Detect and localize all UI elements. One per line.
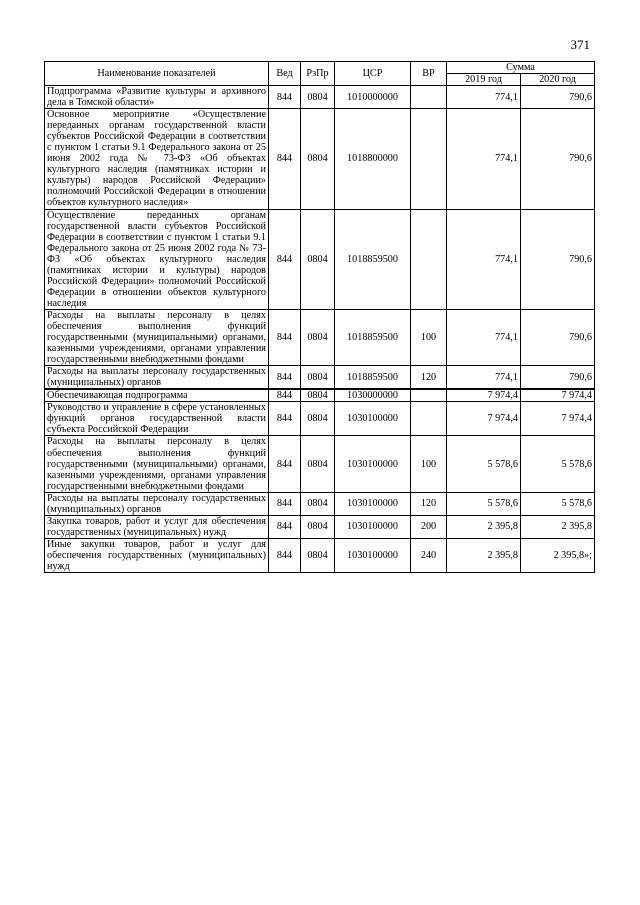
- table-row: [45, 402, 595, 436]
- row-ved: 844: [269, 492, 301, 515]
- row-rzpr: 0804: [301, 402, 335, 436]
- row-rzpr: 0804: [301, 538, 335, 572]
- row-sum-2020: 7 974,4: [521, 402, 595, 436]
- row-sum-2019: 2 395,8: [447, 515, 521, 538]
- row-ved: 844: [269, 515, 301, 538]
- row-csr: 1018859500: [335, 209, 411, 309]
- header-ved: Вед: [269, 62, 301, 86]
- row-rzpr: 0804: [301, 86, 335, 109]
- row-vr: 100: [411, 436, 447, 492]
- row-sum-2020: 5 578,6: [521, 436, 595, 492]
- row-vr: [411, 86, 447, 109]
- header-vr: ВР: [411, 62, 447, 86]
- table-row: [45, 389, 595, 402]
- row-vr: [411, 209, 447, 309]
- table-row: [45, 492, 595, 515]
- row-sum-2020: 5 578,6: [521, 492, 595, 515]
- row-rzpr: 0804: [301, 309, 335, 365]
- row-vr: 120: [411, 492, 447, 515]
- row-sum-2020: 790,6: [521, 366, 595, 390]
- row-sum-2020: 2 395,8»;: [521, 538, 595, 572]
- table-row: [45, 209, 595, 309]
- row-ved: 844: [269, 402, 301, 436]
- row-rzpr: 0804: [301, 366, 335, 390]
- row-sum-2019: 7 974,4: [447, 402, 521, 436]
- row-csr: 1018859500: [335, 366, 411, 390]
- row-rzpr: 0804: [301, 389, 335, 402]
- row-csr: 1010000000: [335, 86, 411, 109]
- row-csr: 1030100000: [335, 402, 411, 436]
- header-2020: 2020 год: [521, 74, 595, 86]
- table-row: [45, 436, 595, 492]
- row-name: Руководство и управление в сфере установленных функций органов государственной власти субъекта Российской Федерации: [45, 402, 269, 436]
- row-csr: 1018800000: [335, 109, 411, 209]
- table-row: [45, 109, 595, 209]
- row-name: Расходы на выплаты персоналу в целях обеспечения выполнения функций государственными (муниципальными) органами, казенными учреждениями, органами управления государственными внебюджетными фондами: [45, 436, 269, 492]
- table-row: [45, 309, 595, 365]
- row-vr: [411, 109, 447, 209]
- row-ved: 844: [269, 366, 301, 390]
- header-name: Наименование показателей: [45, 62, 269, 86]
- row-sum-2019: 774,1: [447, 209, 521, 309]
- row-sum-2020: 790,6: [521, 86, 595, 109]
- row-rzpr: 0804: [301, 492, 335, 515]
- row-ved: 844: [269, 109, 301, 209]
- row-sum-2019: 774,1: [447, 309, 521, 365]
- row-name: Расходы на выплаты персоналу государственных (муниципальных) органов: [45, 492, 269, 515]
- row-name: Осуществление переданных органам государственной власти субъектов Российской Федерации в соответствии с пунктом 1 статьи 9.1 Федерального закона от 25 июня 2002 года № 73-ФЗ «Об объектах культурного наследия (памятниках истории и культуры) народов Российской Федерации» полномочий Российской Федерации в отношении объектов культурного наследия: [45, 209, 269, 309]
- row-sum-2019: 774,1: [447, 86, 521, 109]
- row-sum-2020: 790,6: [521, 309, 595, 365]
- table-row: [45, 515, 595, 538]
- header-sum: Сумма: [447, 62, 595, 74]
- table-row: [45, 538, 595, 572]
- row-sum-2020: 2 395,8: [521, 515, 595, 538]
- header-rzpr: РзПр: [301, 62, 335, 86]
- budget-table: [44, 61, 595, 573]
- row-name: Закупка товаров, работ и услуг для обеспечения государственных (муниципальных) нужд: [45, 515, 269, 538]
- row-name: Иные закупки товаров, работ и услуг для обеспечения государственных (муниципальных) нужд: [45, 538, 269, 572]
- row-rzpr: 0804: [301, 515, 335, 538]
- row-ved: 844: [269, 86, 301, 109]
- header-csr: ЦСР: [335, 62, 411, 86]
- table-row: [45, 86, 595, 109]
- row-ved: 844: [269, 389, 301, 402]
- row-csr: 1030100000: [335, 538, 411, 572]
- row-vr: 200: [411, 515, 447, 538]
- header-2019: 2019 год: [447, 74, 521, 86]
- row-sum-2020: 790,6: [521, 109, 595, 209]
- row-sum-2019: 774,1: [447, 109, 521, 209]
- row-vr: [411, 402, 447, 436]
- row-vr: [411, 389, 447, 402]
- row-sum-2019: 774,1: [447, 366, 521, 390]
- row-vr: 100: [411, 309, 447, 365]
- row-sum-2020: 790,6: [521, 209, 595, 309]
- table-row: [45, 366, 595, 390]
- row-vr: 120: [411, 366, 447, 390]
- row-sum-2019: 5 578,6: [447, 436, 521, 492]
- row-name: Расходы на выплаты персоналу в целях обеспечения выполнения функций государственными (муниципальными) органами, казенными учреждениями, органами управления государственными внебюджетными фондами: [45, 309, 269, 365]
- row-sum-2019: 5 578,6: [447, 492, 521, 515]
- row-sum-2019: 2 395,8: [447, 538, 521, 572]
- row-csr: 1030000000: [335, 389, 411, 402]
- row-ved: 844: [269, 538, 301, 572]
- row-ved: 844: [269, 436, 301, 492]
- row-name: Подпрограмма «Развитие культуры и архивного дела в Томской области»: [45, 86, 269, 109]
- row-ved: 844: [269, 309, 301, 365]
- row-ved: 844: [269, 209, 301, 309]
- row-name: Основное мероприятие «Осуществление переданных органам государственной власти субъектов Российской Федерации в соответствии с пунктом 1 статьи 9.1 Федерального закона от 25 июня 2002 года № 73-ФЗ «Об объектах культурного наследия (памятниках истории и культуры) народов Российской Федерации» полномочий Российской Федерации в отношении объектов культурного наследия»: [45, 109, 269, 209]
- row-sum-2019: 7 974,4: [447, 389, 521, 402]
- row-rzpr: 0804: [301, 436, 335, 492]
- row-csr: 1030100000: [335, 492, 411, 515]
- row-csr: 1030100000: [335, 436, 411, 492]
- row-rzpr: 0804: [301, 109, 335, 209]
- row-vr: 240: [411, 538, 447, 572]
- row-rzpr: 0804: [301, 209, 335, 309]
- page-number: 371: [570, 37, 590, 52]
- row-csr: 1030100000: [335, 515, 411, 538]
- row-name: Обеспечивающая подпрограмма: [45, 389, 269, 402]
- row-sum-2020: 7 974,4: [521, 389, 595, 402]
- row-name: Расходы на выплаты персоналу государственных (муниципальных) органов: [45, 366, 269, 390]
- row-csr: 1018859500: [335, 309, 411, 365]
